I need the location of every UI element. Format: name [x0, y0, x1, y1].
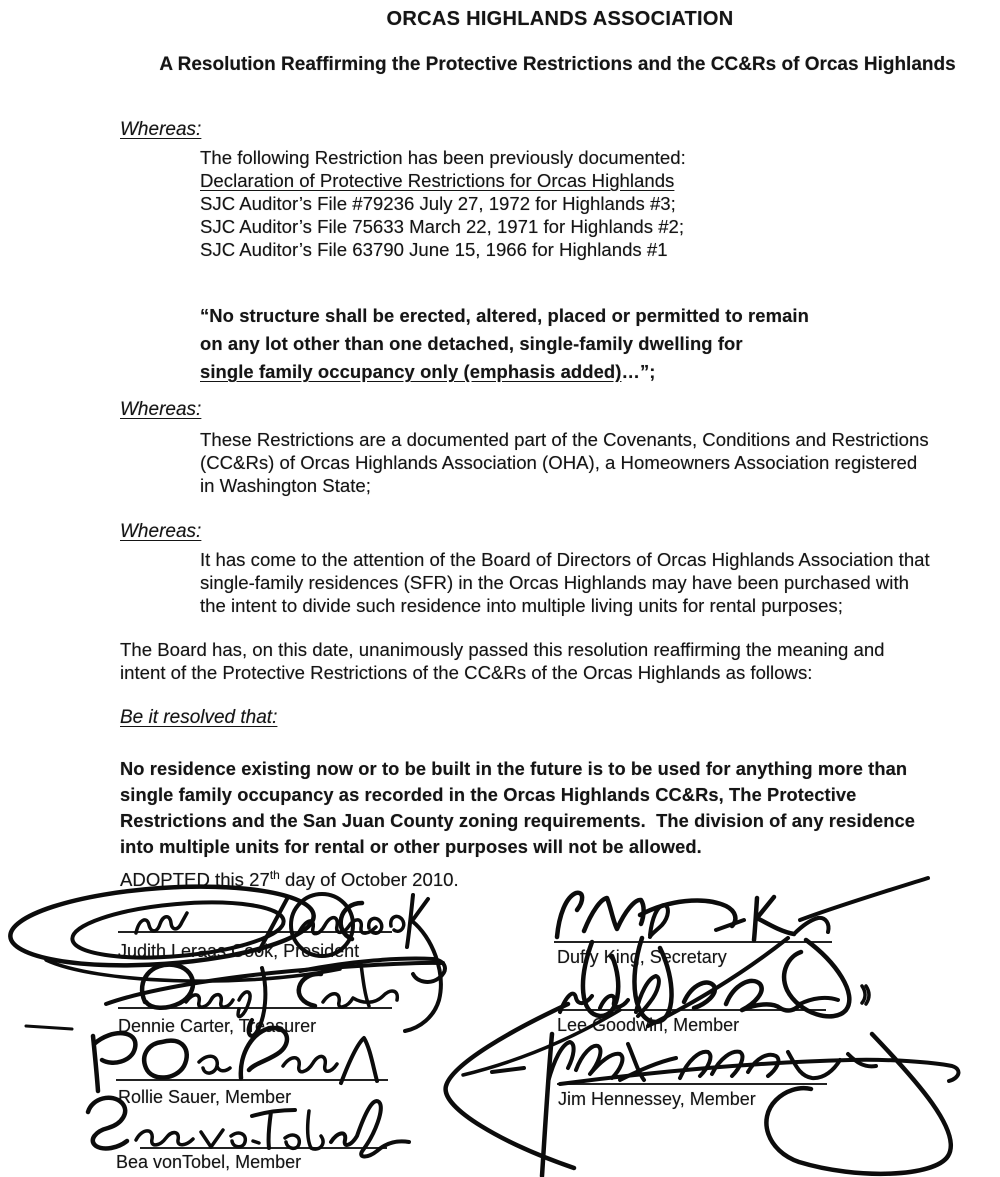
whereas-2-line-3: in Washington State;	[200, 475, 371, 496]
auditor-file-2: SJC Auditor’s File 75633 March 22, 1971 for Highlands #2;	[200, 216, 685, 237]
signature-line-member-vontobel	[140, 1147, 387, 1149]
signer-label-secretary: Duffy King, Secretary	[557, 947, 727, 967]
signature-line-secretary	[554, 941, 832, 943]
board-paragraph-line-2: intent of the Protective Restrictions of the CC&Rs of the Orcas Highlands as follows:	[120, 662, 813, 683]
signer-label-member-vontobel: Bea vonTobel, Member	[116, 1152, 302, 1172]
resolution-paragraph	[120, 756, 915, 860]
board-paragraph-line-1: The Board has, on this date, unanimously passed this resolution reaffirming the meaning and	[120, 639, 885, 660]
whereas-3-line-3: the intent to divide such residence into multiple living units for rental purposes;	[200, 595, 843, 616]
adopted-suffix: day of October 2010.	[279, 869, 459, 891]
auditor-file-3: SJC Auditor’s File 63790 June 15, 1966 for Highlands #1	[200, 239, 668, 260]
quote-underlined-text: single family occupancy only (emphasis added)	[200, 361, 622, 382]
quote-line-3	[200, 358, 809, 386]
quote-line-2: on any lot other than one detached, single-family dwelling for	[200, 333, 743, 354]
whereas-heading-3: Whereas:	[120, 521, 202, 542]
whereas-2-line-1: These Restrictions are a documented part of the Covenants, Conditions and Restrictions	[200, 429, 929, 450]
adopted-date-line	[120, 868, 459, 891]
signer-label-treasurer: Dennie Carter, Treasurer	[118, 1016, 317, 1036]
auditor-file-1: SJC Auditor’s File #79236 July 27, 1972 for Highlands #3;	[200, 193, 676, 214]
resolution-line-2: single family occupancy as recorded in the Orcas Highlands CC&Rs, The Protective	[120, 784, 857, 805]
whereas-2-line-2: (CC&Rs) of Orcas Highlands Association (OHA), a Homeowners Association registered	[200, 452, 918, 473]
signature-line-member-hennessey	[557, 1083, 827, 1085]
resolved-heading: Be it resolved that:	[120, 707, 278, 728]
adopted-ordinal: th	[269, 868, 280, 882]
resolution-line-4: into multiple units for rental or other purposes will not be allowed.	[120, 836, 702, 857]
resolution-line-1: No residence existing now or to be built in the future is to be used for anything more than	[120, 758, 908, 779]
whereas-3-body	[200, 548, 930, 617]
signer-label-member-goodwin: Lee Goodwin, Member	[557, 1015, 740, 1035]
signature-line-member-sauer	[116, 1079, 388, 1081]
signature-line-treasurer	[118, 1007, 392, 1009]
signature-line-president	[118, 931, 392, 933]
whereas-heading-1: Whereas:	[120, 119, 202, 140]
resolution-line-3: Restrictions and the San Juan County zoning requirements. The division of any residence	[120, 810, 916, 831]
whereas-heading-2: Whereas:	[120, 399, 202, 420]
document-subtitle: A Resolution Reaffirming the Protective Restrictions and the CC&Rs of Orcas Highlands	[159, 54, 956, 75]
quote-tail-text: …”;	[621, 361, 656, 382]
signer-label-president: Judith Leraas Cook, President	[118, 941, 360, 961]
signer-label-member-sauer: Rollie Sauer, Member	[118, 1087, 292, 1107]
declaration-title: Declaration of Protective Restrictions for Orcas Highlands	[200, 170, 675, 191]
whereas-2-body	[200, 428, 929, 497]
whereas-3-line-1: It has come to the attention of the Board of Directors of Orcas Highlands Association that	[200, 549, 930, 570]
whereas-1-body	[200, 146, 686, 261]
adopted-prefix: ADOPTED this 27	[120, 869, 270, 891]
restriction-quote	[200, 302, 809, 386]
board-paragraph	[120, 638, 885, 684]
signer-label-member-hennessey: Jim Hennessey, Member	[558, 1089, 756, 1109]
restriction-intro: The following Restriction has been previously documented:	[200, 147, 686, 168]
document-title: ORCAS HIGHLANDS ASSOCIATION	[386, 8, 734, 30]
quote-line-1: “No structure shall be erected, altered, placed or permitted to remain	[200, 305, 809, 326]
whereas-3-line-2: single-family residences (SFR) in the Orcas Highlands may have been purchased with	[200, 572, 909, 593]
signature-line-member-goodwin	[554, 1009, 826, 1011]
